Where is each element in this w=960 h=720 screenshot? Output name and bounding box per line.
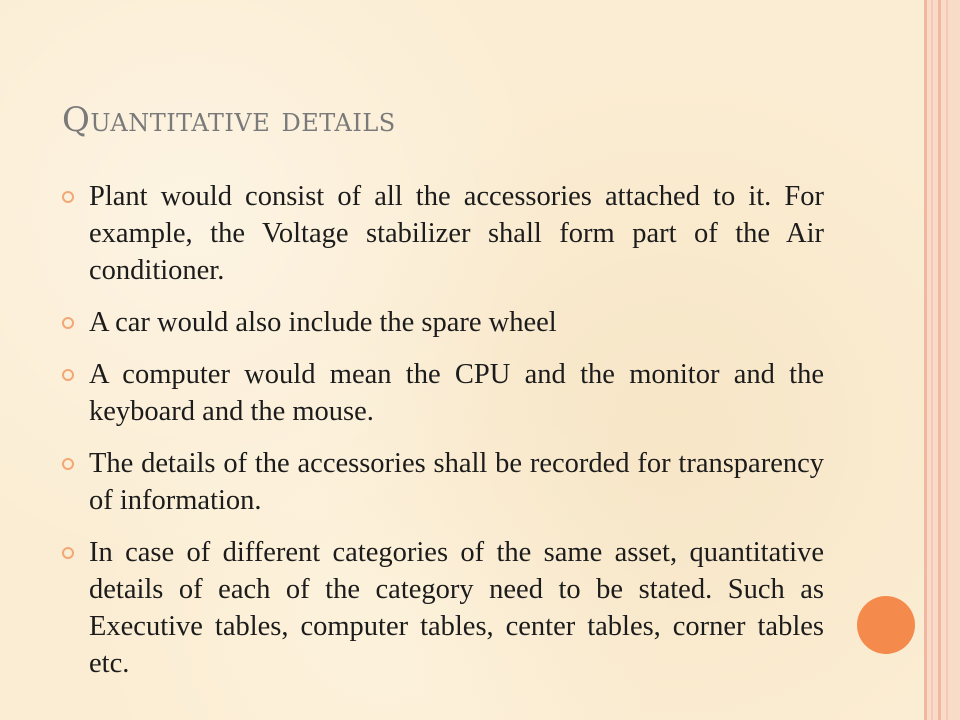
bullet-text: In case of different categories of the same asset, quantitative details of each of the category need to be stated. Such as Executive tables, computer tables, center tables, corner tables etc. bbox=[89, 537, 824, 679]
decorative-stripe bbox=[938, 0, 941, 720]
bullet-circle-icon bbox=[62, 317, 74, 329]
bullet-circle-icon bbox=[62, 547, 74, 559]
bullet-text: The details of the accessories shall be recorded for transparency of information. bbox=[89, 448, 824, 516]
decorative-stripe bbox=[946, 0, 948, 720]
bullet-item bbox=[62, 356, 824, 430]
decorative-stripe bbox=[931, 0, 933, 720]
bullet-item bbox=[62, 178, 824, 289]
slide-title: Quantitative details bbox=[62, 100, 396, 140]
bullet-text: A car would also include the spare wheel bbox=[89, 307, 557, 338]
bullet-circle-icon bbox=[62, 369, 74, 381]
orange-circle-decoration bbox=[857, 596, 915, 654]
bullet-circle-icon bbox=[62, 191, 74, 203]
bullet-item bbox=[62, 445, 824, 519]
decorative-stripe bbox=[924, 0, 927, 720]
bullet-item bbox=[62, 534, 824, 682]
bullet-item bbox=[62, 304, 824, 341]
right-decorative-band bbox=[924, 0, 960, 720]
bullet-text: Plant would consist of all the accessories attached to it. For example, the Voltage stabilizer shall form part of the Air conditioner. bbox=[89, 181, 824, 286]
bullet-list bbox=[62, 178, 824, 697]
bullet-circle-icon bbox=[62, 458, 74, 470]
bullet-text: A computer would mean the CPU and the monitor and the keyboard and the mouse. bbox=[89, 359, 824, 427]
